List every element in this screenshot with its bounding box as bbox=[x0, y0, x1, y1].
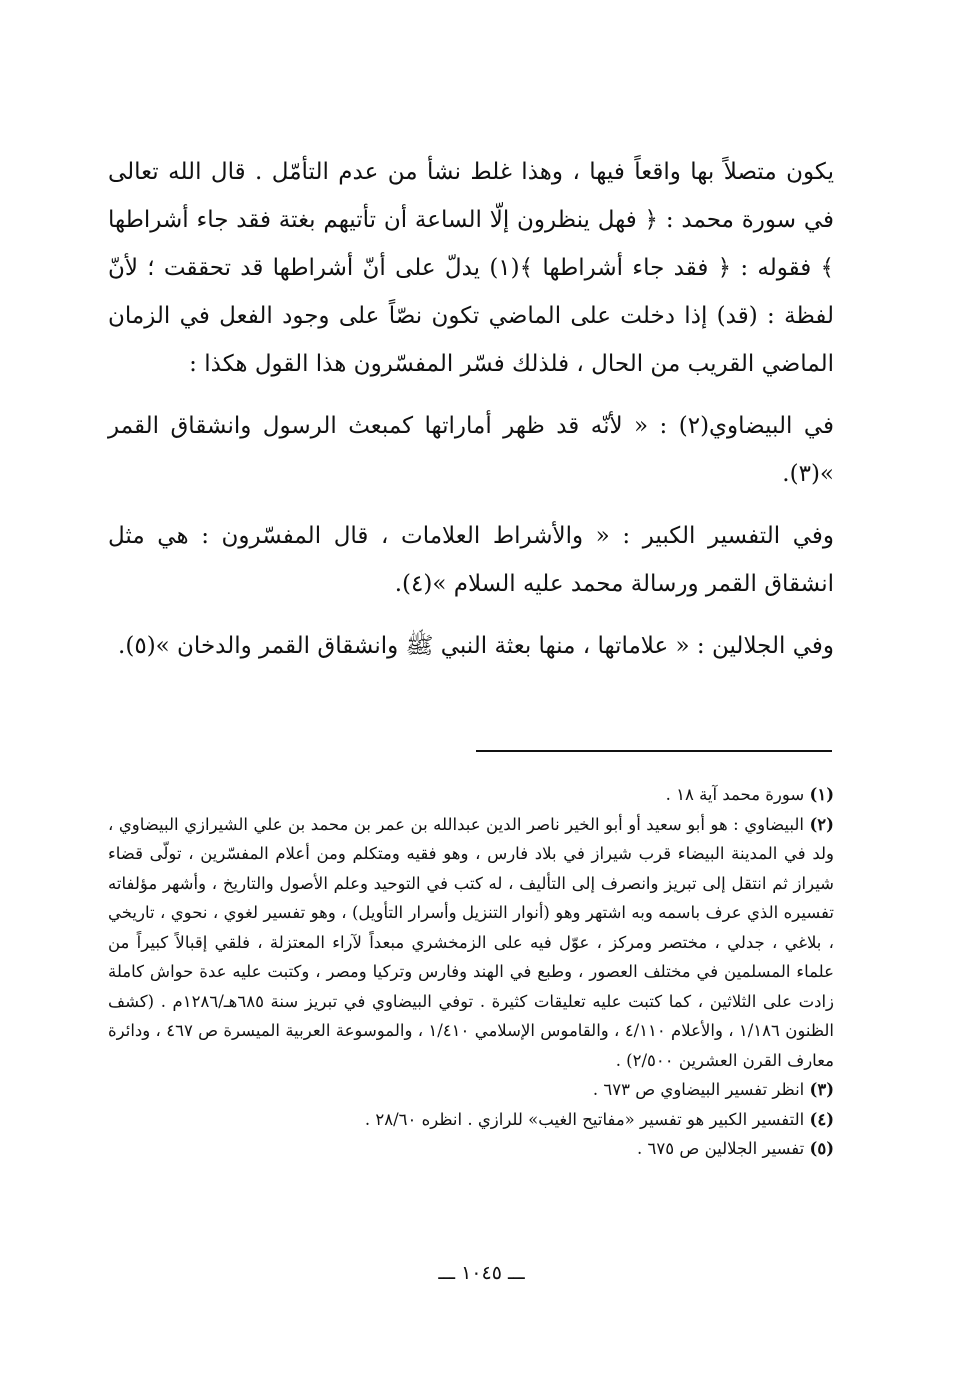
footnote-text: البيضاوي : هو أبو سعيد أو أبو الخير ناصر الدين عبدالله بن عمر بن محمد بن علي الشيرازي البيضاوي ، ولد في المدينة البيضاء قرب شيراز في بلاد فارس ، وهو فقيه ومتكلم ومن أعلام المفسّرين ، تولّى قضاء شيراز ثم انتقل إلى تبريز وانصرف إلى التأليف ، له كتب في التوحيد وعلم الأصول والتاريخ ، وأشهر مؤلفاته تفسيره الذي عرف باسمه وبه اشتهر وهو (أنوار التنزيل وأسرار التأويل) ، وهو تفسير لغوي ، نحوي ، تاريخي ، بلاغي ، جدلي ، مختصر ومركز ، عوّل فيه على الزمخشري مبعداً لآراء المعتزلة ، فلقي إقبالاً كبيراً من علماء المسلمين في مختلف العصور ، وطبع في الهند وفارس وتركيا ومصر ، وكتبت عليه عدة حواش كاملة زادت على الثلاثين ، كما كتبت عليه تعليقات كثيرة . توفي البيضاوي في تبريز سنة ٦٨٥هـ/١٢٨٦م . (كشف الظنون ١/١٨٦ ، والأعلام ٤/١١٠ ، والقاموس الإسلامي ١/٤١٠ ، والموسوعة العربية الميسرة ص ٤٦٧ ، ودائرة معارف القرن العشرين ٢/٥٠٠) . bbox=[108, 814, 834, 1070]
footnote-1 bbox=[108, 780, 834, 810]
footnote-3 bbox=[108, 1075, 834, 1105]
paragraph-4: وفي الجلالين : « علاماتها ، منها بعثة النبي ﷺ وانشقاق القمر والدخان »(٥). bbox=[118, 633, 834, 659]
footnote-number: (٤) bbox=[809, 1109, 834, 1129]
footnote-number: (٢) bbox=[809, 814, 834, 834]
footnote-divider bbox=[476, 750, 832, 752]
footnote-text: انظر تفسير البيضاوي ص ٦٧٣ . bbox=[592, 1080, 805, 1099]
page-number: ـــ ١٠٤٥ ـــ bbox=[438, 1262, 525, 1284]
footnote-4 bbox=[108, 1105, 834, 1135]
paragraph-1: يكون متصلاً بها واقعاً فيها ، وهذا غلط نشأ من عدم التأمّل . قال الله تعالى في سورة محمد : ﴿ فهل ينظرون إلّا الساعة أن تأتيهم بغتة فقد جاء أشراطها ﴾ فقوله : ﴿ فقد جاء أشراطها ﴾(١) يدلّ على أنّ أشراطها قد تحققت ؛ لأنّ لفظة : (قد) إذا دخلت على الماضي تكون نصّاً على وجود الفعل في الزمان الماضي القريب من الحال ، فلذلك فسّر المفسّرون هذا القول هكذا : bbox=[108, 159, 834, 377]
footnotes bbox=[108, 780, 834, 1164]
main-text bbox=[108, 148, 834, 670]
footnote-number: (٥) bbox=[809, 1139, 834, 1158]
footnote-text: التفسير الكبير هو تفسير «مفاتيح الغيب» للرازي . انظره ٢٨/٦٠ . bbox=[364, 1109, 805, 1129]
footnote-text: تفسير الجلالين ص ٦٧٥ . bbox=[637, 1139, 805, 1158]
footnote-text: سورة محمد آية ١٨ . bbox=[665, 785, 805, 804]
footnote-number: (٣) bbox=[809, 1080, 834, 1099]
paragraph-2: في البيضاوي(٢) : « لأنّه قد ظهر أماراتها كمبعث الرسول وانشقاق القمر »(٣). bbox=[108, 413, 835, 487]
footnote-number: (١) bbox=[809, 785, 834, 804]
footnote-5 bbox=[108, 1134, 834, 1164]
paragraph-3: وفي التفسير الكبير : « والأشراط العلامات ، قال المفسّرون : هي مثل انشقاق القمر ورسالة محمد عليه السلام »(٤). bbox=[108, 523, 834, 597]
footnote-2 bbox=[108, 810, 834, 1076]
